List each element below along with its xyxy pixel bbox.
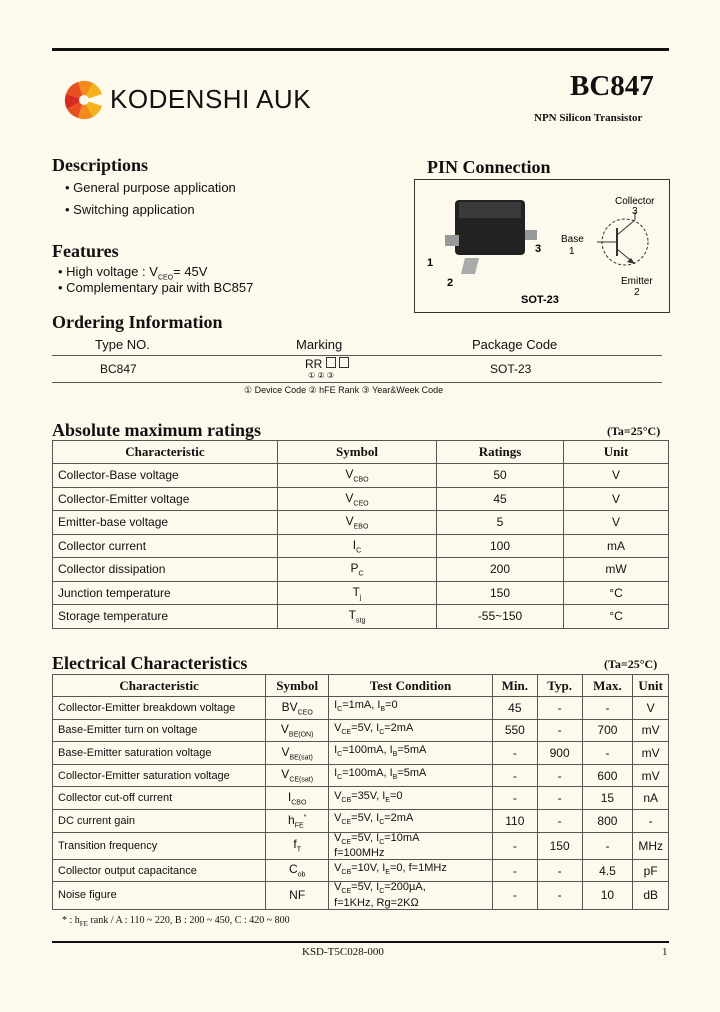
col-header: Symbol [266,675,329,697]
test-condition-cell: $V_{CE}=5V$, $I_C=2mA$ [329,719,493,742]
min-cell: 550 [492,719,537,742]
table-row [53,809,669,832]
max-cell: - [582,742,633,765]
table-row [53,487,669,511]
table-row [53,787,669,810]
characteristic-cell: Collector-Emitter saturation voltage [53,764,266,787]
description-item: • Switching application [65,202,195,217]
pin-connection-box [414,179,670,313]
max-cell: 15 [582,787,633,810]
abs-ratings-table [52,440,669,629]
base-num: 1 [569,246,575,257]
pin-connection-heading: PIN Connection [427,157,551,177]
ordering-header-package: Package Code [472,337,558,352]
characteristic-cell: Collector-Emitter breakdown voltage [53,697,266,720]
col-header: Characteristic [53,441,278,464]
characteristic-cell: Collector output capacitance [53,859,266,882]
col-header: Characteristic [53,675,266,697]
characteristic-cell: Collector-Base voltage [53,464,278,488]
symbol-cell: $h_{FE}^*$ [266,809,329,832]
test-condition-cell: $V_{CB}=35V$, $I_E=0$ [329,787,493,810]
table-row [53,764,669,787]
elec-table [52,674,669,910]
rating-cell: 50 [437,464,564,488]
unit-cell: V [564,464,669,488]
unit-cell: mA [564,534,669,558]
col-header: Typ. [537,675,582,697]
characteristic-cell: Junction temperature [53,581,278,605]
typ-cell: - [537,697,582,720]
unit-cell: mV [633,742,669,765]
test-condition-cell: $V_{CE}=5V$, $I_C=2mA$ [329,809,493,832]
characteristic-cell: Collector cut-off current [53,787,266,810]
col-header: Unit [633,675,669,697]
table-row [53,581,669,605]
unit-cell: V [564,511,669,535]
symbol-cell: $T_{stg}$ [278,605,437,629]
abs-condition: (Ta=25°C) [607,424,661,438]
symbol-cell: NF [266,882,329,909]
company-logo [64,80,104,120]
abs-ratings-heading: Absolute maximum ratings [52,420,262,440]
min-cell: 45 [492,697,537,720]
table-row [53,832,669,859]
max-cell: 10 [582,882,633,909]
package-diagram [415,180,669,312]
min-cell: 110 [492,809,537,832]
max-cell: 800 [582,809,633,832]
pin2-label: 2 [447,277,454,289]
max-cell: 700 [582,719,633,742]
description-item-text: General purpose application [73,180,236,195]
emitter-label: Emitter [621,276,653,287]
max-cell: 4.5 [582,859,633,882]
table-row [53,719,669,742]
symbol-cell: $P_C$ [278,558,437,582]
symbol-cell: $T_j$ [278,581,437,605]
typ-cell: - [537,719,582,742]
table-row [53,697,669,720]
ordering-package-value: SOT-23 [490,362,532,376]
collector-label: Collector [615,196,655,207]
bottom-rule [52,941,669,943]
table-row [53,464,669,488]
unit-cell: V [633,697,669,720]
unit-cell: pF [633,859,669,882]
min-cell: - [492,832,537,859]
company-name: KODENSHI AUK [110,84,312,114]
ordering-marking-value [305,357,349,371]
table-row [53,742,669,765]
characteristic-cell: Storage temperature [53,605,278,629]
table-row [53,558,669,582]
collector-num: 3 [632,206,638,217]
elec-heading: Electrical Characteristics [52,653,248,673]
test-condition-cell: $V_{CB}=10V$, $I_E=0$, f=1MHz [329,859,493,882]
unit-cell: mW [564,558,669,582]
symbol-cell: $C_{ob}$ [266,859,329,882]
base-label: Base [561,234,584,245]
unit-cell: mV [633,764,669,787]
min-cell: - [492,882,537,909]
package-label: SOT-23 [521,294,559,306]
characteristic-cell: Collector current [53,534,278,558]
part-subtitle: NPN Silicon Transistor [534,112,643,124]
descriptions-heading: Descriptions [52,155,148,175]
ordering-rule [52,382,662,383]
feature-item: • High voltage : $V_{CEO}= 45V$ [58,264,208,282]
symbol-cell: $V_{CE(sat)}$ [266,764,329,787]
unit-cell: - [633,809,669,832]
feature-sub: CEO [157,274,174,282]
feature-text: = 45V [173,264,208,279]
typ-cell: - [537,882,582,909]
characteristic-cell: Noise figure [53,882,266,909]
max-cell: - [582,832,633,859]
unit-cell: °C [564,605,669,629]
hfe-rank-footnote: * : $h_{FE}$ rank / A : 110 ~ 220, B : 200 ~ 450, C : 420 ~ 800 [62,915,290,928]
test-condition-cell: $I_C=1mA$, $I_B=0$ [329,697,493,720]
col-header: Min. [492,675,537,697]
characteristic-cell: Emitter-base voltage [53,511,278,535]
symbol-cell: $I_C$ [278,534,437,558]
symbol-cell: $V_{CEO}$ [278,487,437,511]
col-header: Max. [582,675,633,697]
feature-text: High voltage : V [66,264,158,279]
col-header: Test Condition [329,675,493,697]
min-cell: - [492,742,537,765]
test-condition-cell: $I_C=100mA$, $I_B=5mA$ [329,742,493,765]
ordering-note: ① Device Code ② hFE Rank ③ Year&Week Code [244,385,444,395]
unit-cell: V [564,487,669,511]
emitter-num: 2 [634,287,640,298]
symbol-cell: $BV_{CEO}$ [266,697,329,720]
symbol-cell: $I_{CBO}$ [266,787,329,810]
typ-cell: - [537,787,582,810]
symbol-cell: $V_{BE(ON)}$ [266,719,329,742]
col-header: Ratings [437,441,564,464]
symbol-cell: $V_{BE(sat)}$ [266,742,329,765]
unit-cell: dB [633,882,669,909]
marking-text: RR [305,357,323,371]
pin1-label: 1 [427,257,434,269]
characteristic-cell: Transition frequency [53,832,266,859]
symbol-cell: $V_{EBO}$ [278,511,437,535]
table-row [53,511,669,535]
max-cell: - [582,697,633,720]
part-number: BC847 [570,70,654,102]
unit-cell: °C [564,581,669,605]
col-header: Unit [564,441,669,464]
min-cell: - [492,764,537,787]
table-row [53,859,669,882]
test-condition-cell: $I_C=100mA$, $I_B=5mA$ [329,764,493,787]
ordering-header-marking: Marking [296,337,343,352]
feature-text: Complementary pair with BC857 [66,280,254,295]
ordering-heading: Ordering Information [52,312,223,332]
rating-cell: 100 [437,534,564,558]
test-condition-cell: $V_{CE}=5V$, $I_C=200\mu A$, f=1KHz, Rg=2KΩ [329,882,493,909]
rating-cell: 5 [437,511,564,535]
unit-cell: nA [633,787,669,810]
typ-cell: - [537,859,582,882]
characteristic-cell: Base-Emitter saturation voltage [53,742,266,765]
rating-cell: 150 [437,581,564,605]
page-number: 1 [662,946,668,958]
test-condition-cell: $V_{CE}=5V$, $I_C=10mA$ f=100MHz [329,832,493,859]
table-row [53,534,669,558]
table-row [53,605,669,629]
min-cell: - [492,787,537,810]
characteristic-cell: Collector dissipation [53,558,278,582]
unit-cell: mV [633,719,669,742]
features-heading: Features [52,241,119,261]
max-cell: 600 [582,764,633,787]
rating-cell: 45 [437,487,564,511]
symbol-cell: $V_{CBO}$ [278,464,437,488]
ordering-marking-nums: ① ② ③ [308,371,334,380]
ordering-header-type: Type NO. [95,337,150,352]
symbol-cell: $f_T$ [266,832,329,859]
typ-cell: 900 [537,742,582,765]
top-rule [52,48,669,51]
characteristic-cell: DC current gain [53,809,266,832]
min-cell: - [492,859,537,882]
characteristic-cell: Base-Emitter turn on voltage [53,719,266,742]
col-header: Symbol [278,441,437,464]
elec-condition: (Ta=25°C) [604,657,658,671]
rating-cell: 200 [437,558,564,582]
pin3-label: 3 [535,243,542,255]
ordering-type-value: BC847 [100,362,137,376]
characteristic-cell: Collector-Emitter voltage [53,487,278,511]
typ-cell: - [537,809,582,832]
feature-item: • Complementary pair with BC857 [58,280,254,295]
typ-cell: - [537,764,582,787]
typ-cell: 150 [537,832,582,859]
unit-cell: MHz [633,832,669,859]
description-item-text: Switching application [73,202,195,217]
description-item: • General purpose application [65,180,236,195]
document-code: KSD-T5C028-000 [302,946,384,958]
rating-cell: -55~150 [437,605,564,629]
ordering-rule [52,355,662,356]
table-row [53,882,669,909]
